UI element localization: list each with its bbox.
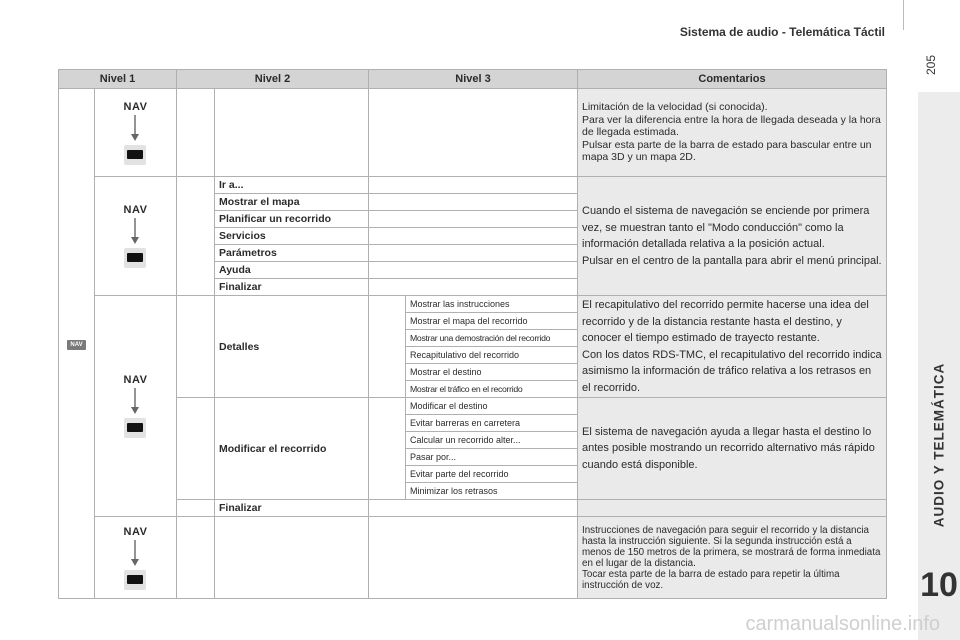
level3-item: Mostrar el mapa del recorrido [406, 313, 578, 330]
nav-key-graphic [124, 204, 148, 268]
level2-item: Ayuda [215, 262, 369, 279]
level2-item-detalles: Detalles [215, 296, 369, 398]
comment-cell: Cuando el sistema de navegación se enciende por primera vez, se muestran tanto el "Modo conducción" como la información detallada relativa a la posición actual. Pulsar en el centro de la pantalla para abrir el menú principal. [578, 177, 887, 296]
comment-cell-empty [578, 500, 887, 517]
level3-item: Evitar parte del recorrido [406, 466, 578, 483]
level1-cell [59, 89, 95, 599]
empty-cell [369, 398, 406, 500]
empty-cell [177, 89, 215, 177]
level3-item: Mostrar las instrucciones [406, 296, 578, 313]
header-level2: Nivel 2 [177, 70, 369, 89]
chapter-number: 10 [920, 566, 958, 604]
screen-device-icon [124, 570, 146, 590]
nav-label: NAV [123, 204, 148, 216]
screen-device-icon [124, 418, 146, 438]
empty-cell [369, 262, 578, 279]
comment-cell: Instrucciones de navegación para seguir el recorrido y la distancia hasta la instrucción siguiente. Si la segunda instrucción está a menos de 150 metros de la primera, se mostrará de forma inmediata en el lugar de la distancia. Tocar esta parte de la barra de estado para repetir la última instrucción de voz. [578, 517, 887, 599]
empty-cell [177, 517, 215, 599]
arrow-down-icon [130, 388, 140, 414]
level2-item: Parámetros [215, 245, 369, 262]
section-label [918, 330, 960, 560]
empty-cell [215, 517, 369, 599]
screen-device-icon [124, 248, 146, 268]
level2-item: Mostrar el mapa [215, 194, 369, 211]
empty-cell [369, 177, 578, 194]
nav-cell [95, 296, 177, 517]
empty-cell [369, 296, 406, 398]
nav-cell [95, 89, 177, 177]
header-divider [903, 0, 904, 30]
level3-item: Pasar por... [406, 449, 578, 466]
level3-item: Calcular un recorrido alter... [406, 432, 578, 449]
nav-button-badge: NAV [67, 340, 85, 350]
empty-cell [177, 398, 215, 500]
nav-cell [95, 517, 177, 599]
arrow-down-icon [130, 115, 140, 141]
table-row [59, 398, 887, 415]
empty-cell [215, 89, 369, 177]
arrow-down-icon [130, 218, 140, 244]
section-label-text: AUDIO Y TELEMÁTICA [931, 362, 947, 528]
nav-label: NAV [123, 525, 148, 538]
empty-cell [369, 89, 578, 177]
table-row [59, 177, 887, 194]
empty-cell [369, 228, 578, 245]
screen-device-icon [124, 145, 146, 165]
level2-item: Ir a... [215, 177, 369, 194]
header-level3: Nivel 3 [369, 70, 578, 89]
table-row [59, 517, 887, 599]
header-comments: Comentarios [578, 70, 887, 89]
empty-cell [177, 500, 215, 517]
page-header-title: Sistema de audio - Telemática Táctil [679, 25, 885, 39]
table-header-row [59, 70, 887, 89]
level3-item: Mostrar el destino [406, 364, 578, 381]
nav-key-graphic [124, 526, 148, 590]
level3-item: Modificar el destino [406, 398, 578, 415]
nav-key-graphic [124, 101, 148, 165]
empty-cell [369, 245, 578, 262]
level2-item-modificar: Modificar el recorrido [215, 398, 369, 500]
nav-cell [95, 177, 177, 296]
table-row [59, 500, 887, 517]
table-row [59, 89, 887, 177]
empty-cell [369, 211, 578, 228]
comment-cell: Limitación de la velocidad (si conocida). Para ver la diferencia entre la hora de llegada deseada y la hora de llegada estimada. Pulsar esta parte de la barra de estado para bascular entre un mapa 3D y un mapa 2D. [578, 89, 887, 177]
watermark: carmanualsonline.info [745, 613, 940, 635]
empty-cell [177, 177, 215, 296]
empty-cell [369, 500, 578, 517]
level3-item: Minimizar los retrasos [406, 483, 578, 500]
comment-cell: El recapitulativo del recorrido permite hacerse una idea del recorrido y de la distancia restante hasta el destino, y conocer el tiempo estimado de trayecto restante. Con los datos RDS-TMC, el recapitulativo del recorrido indica asimismo la información de tráfico relativa a los retrasos en el recorrido. [578, 296, 887, 398]
comment-cell: El sistema de navegación ayuda a llegar hasta el destino lo antes posible mostrando un recorrido alternativo más rápido cuando está disponible. [578, 398, 887, 500]
level3-item: Mostrar el tráfico en el recorrido [406, 381, 578, 398]
nav-label: NAV [123, 374, 148, 386]
nav-label: NAV [123, 100, 148, 113]
empty-cell [369, 517, 578, 599]
level2-item: Finalizar [215, 279, 369, 296]
empty-cell [177, 296, 215, 398]
level3-item: Recapitulativo del recorrido [406, 347, 578, 364]
level3-item: Evitar barreras en carretera [406, 415, 578, 432]
level2-item: Servicios [215, 228, 369, 245]
level2-item: Planificar un recorrido [215, 211, 369, 228]
page-number [918, 54, 942, 84]
level3-item: Mostrar una demostración del recorrido [406, 330, 578, 347]
nav-key-graphic [124, 374, 148, 438]
table-row [59, 296, 887, 313]
header-level1: Nivel 1 [59, 70, 177, 89]
arrow-down-icon [130, 540, 140, 566]
empty-cell [369, 279, 578, 296]
level2-item-finalizar: Finalizar [215, 500, 369, 517]
page-number-text: 205 [924, 54, 938, 76]
menu-table [58, 69, 887, 599]
empty-cell [369, 194, 578, 211]
